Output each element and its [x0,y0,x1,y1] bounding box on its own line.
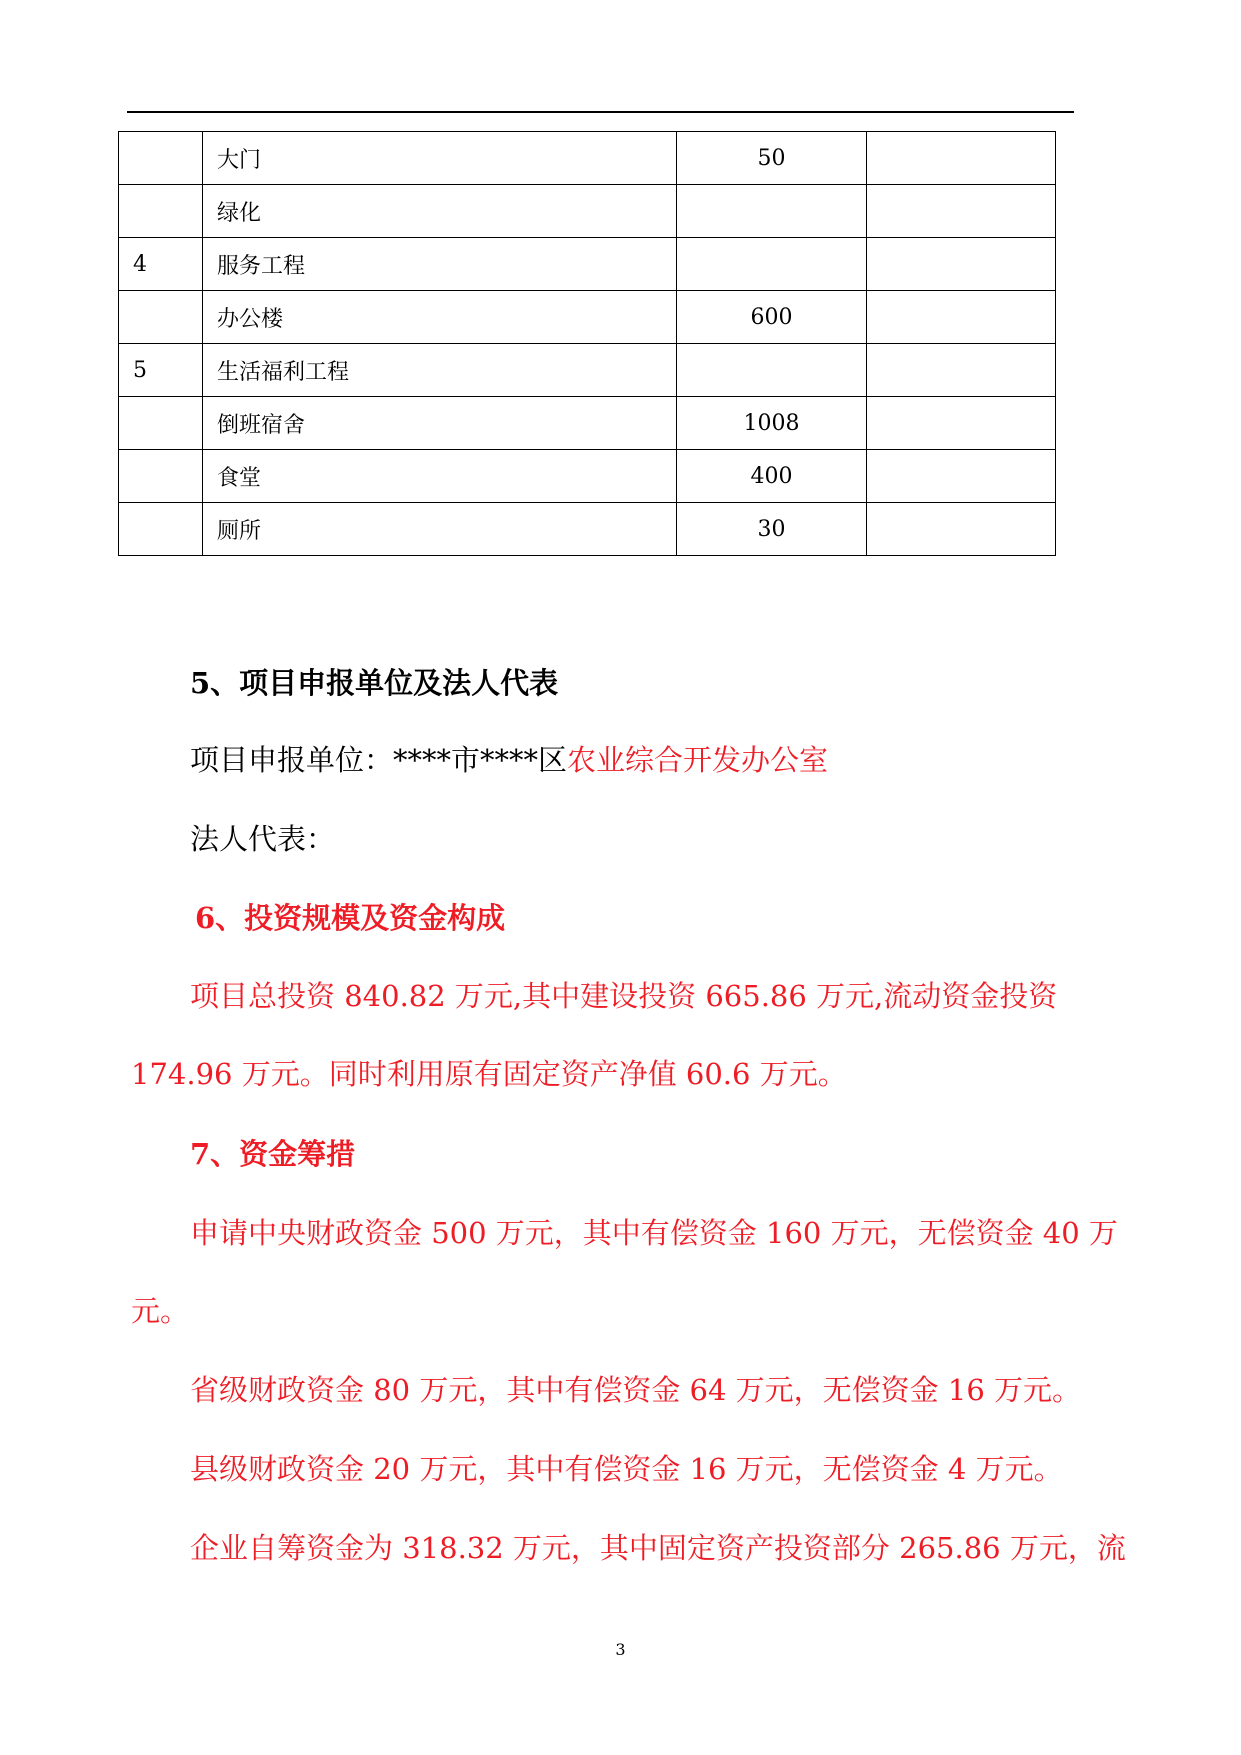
table-row [119,132,1056,185]
item-name-cell: 绿化 [203,185,677,238]
note-cell [867,397,1056,450]
section6-heading: 6、投资规模及资金构成 [195,901,506,935]
row-number-cell [119,397,203,450]
row-number-cell [119,185,203,238]
table-row [119,344,1056,397]
item-name-cell: 倒班宿舍 [203,397,677,450]
row-number-cell [119,291,203,344]
central-funds-line-2: 元。 [131,1294,190,1328]
item-name-cell: 服务工程 [203,238,677,291]
investment-line-2: 174.96 万元。同时利用原有固定资产净值 60.6 万元。 [131,1057,847,1091]
value-cell: 600 [677,291,867,344]
item-name-cell: 食堂 [203,450,677,503]
table-row [119,397,1056,450]
note-cell [867,503,1056,556]
table-row [119,185,1056,238]
budget-table [118,131,1056,556]
value-cell [677,344,867,397]
value-cell: 30 [677,503,867,556]
table-row [119,291,1056,344]
investment-line-1: 项目总投资 840.82 万元,其中建设投资 665.86 万元,流动资金投资 [190,979,1058,1013]
page-number: 3 [615,1640,626,1659]
item-name-cell: 生活福利工程 [203,344,677,397]
note-cell [867,291,1056,344]
item-name-cell: 办公楼 [203,291,677,344]
table-row [119,503,1056,556]
applicant-unit-label: 项目申报单位：****市****区 [190,743,568,777]
value-cell [677,238,867,291]
note-cell [867,344,1056,397]
central-funds-line-1: 申请中央财政资金 500 万元，其中有偿资金 160 万元，无偿资金 40 万 [190,1216,1118,1250]
note-cell [867,450,1056,503]
budget-table-body [119,132,1056,556]
row-number-cell [119,132,203,185]
row-number-cell [119,503,203,556]
legal-representative-label: 法人代表： [190,822,336,856]
item-name-cell: 厕所 [203,503,677,556]
value-cell: 50 [677,132,867,185]
value-cell: 400 [677,450,867,503]
applicant-unit-line [190,740,828,780]
provincial-funds: 省级财政资金 80 万元，其中有偿资金 64 万元，无偿资金 16 万元。 [190,1373,1082,1407]
self-raised-funds-line-1: 企业自筹资金为 318.32 万元，其中固定资产投资部分 265.86 万元，流 [190,1531,1126,1565]
value-cell [677,185,867,238]
header-rule [127,111,1074,113]
row-number-cell: 4 [119,238,203,291]
value-cell: 1008 [677,397,867,450]
county-funds: 县级财政资金 20 万元，其中有偿资金 16 万元，无偿资金 4 万元。 [190,1452,1063,1486]
note-cell [867,132,1056,185]
note-cell [867,185,1056,238]
section5-heading: 5、项目申报单位及法人代表 [190,666,559,700]
row-number-cell: 5 [119,344,203,397]
item-name-cell: 大门 [203,132,677,185]
applicant-unit-name: 农业综合开发办公室 [567,743,829,777]
row-number-cell [119,450,203,503]
note-cell [867,238,1056,291]
section7-heading: 7、资金筹措 [190,1137,356,1171]
table-row [119,450,1056,503]
table-row [119,238,1056,291]
